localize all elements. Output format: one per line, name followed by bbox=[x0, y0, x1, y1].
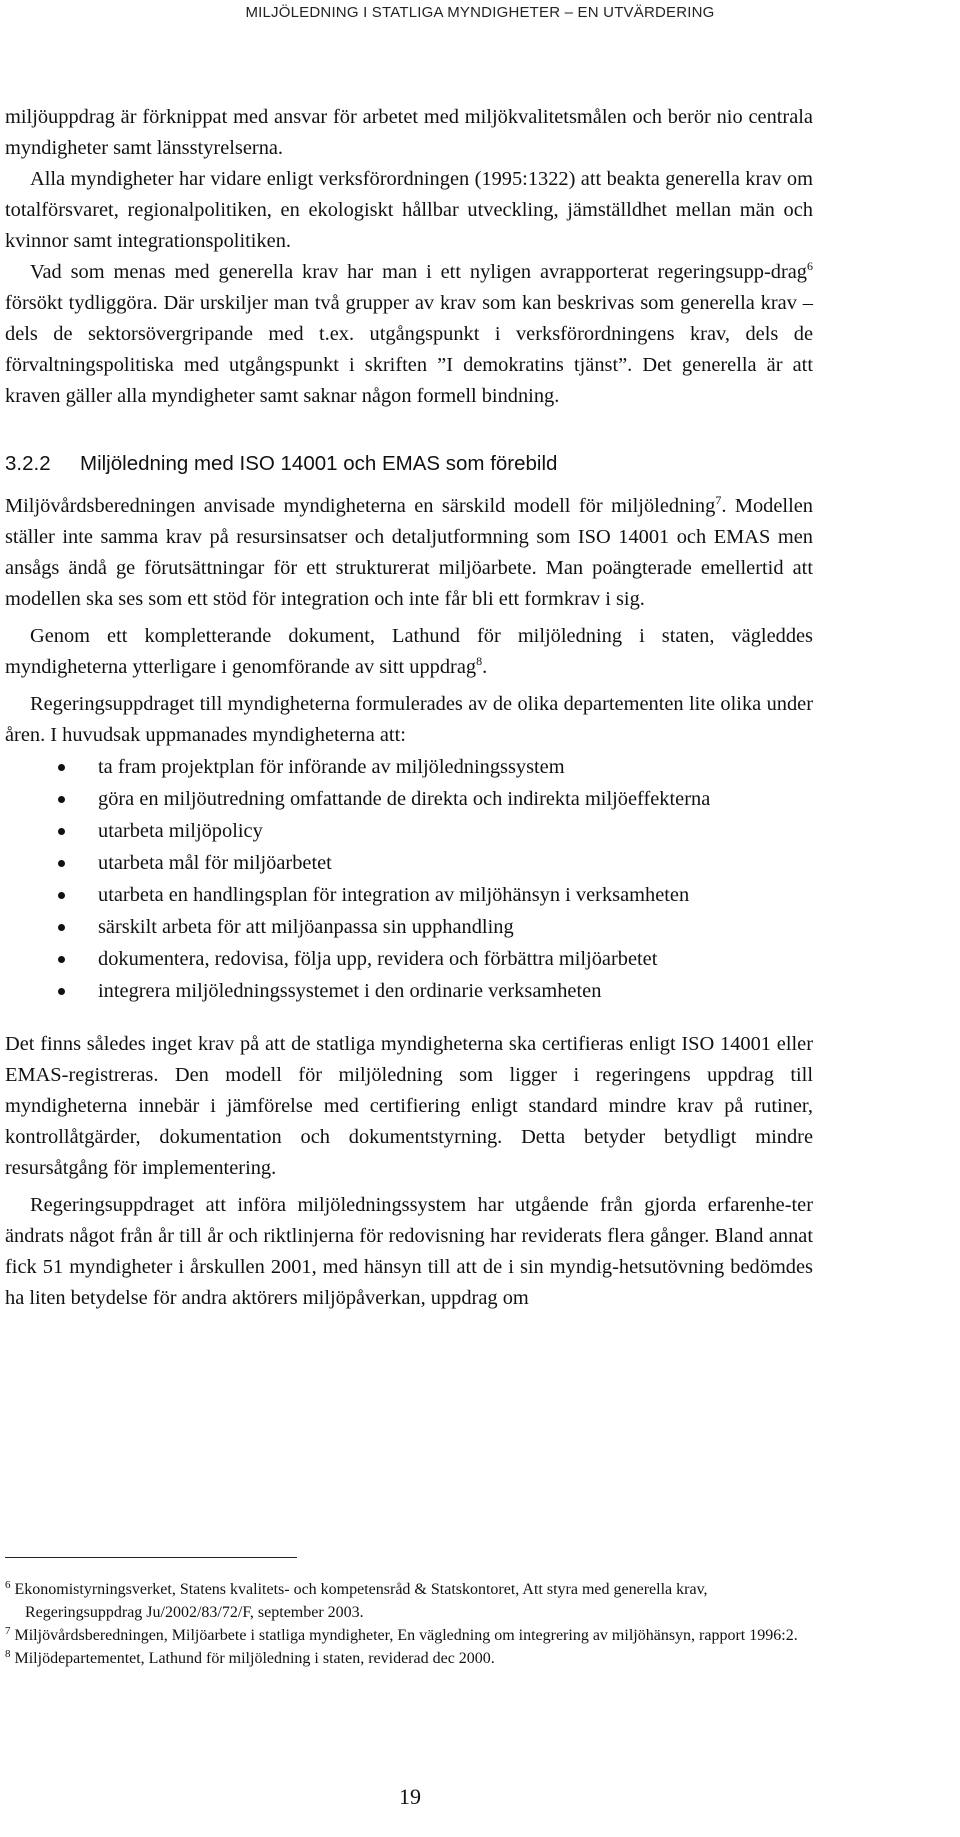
list-item: utarbeta en handlingsplan för integration av miljöhänsyn i verksamheten bbox=[5, 879, 813, 911]
running-header bbox=[0, 0, 960, 45]
bullet-icon bbox=[58, 764, 65, 771]
list-item: integrera miljöledningssystemet i den ordinarie verksamheten bbox=[5, 975, 813, 1007]
page-number: 19 bbox=[399, 1784, 421, 1809]
list-item: utarbeta miljöpolicy bbox=[5, 815, 813, 847]
footnote-ref[interactable]: 6 bbox=[807, 259, 813, 273]
footnote-text: Miljövårdsberedningen, Miljöarbete i statliga myndigheter, En vägledning om integrering av miljöhänsyn, rapport 1996:2. bbox=[14, 1627, 798, 1644]
footnote-ref[interactable]: 7 bbox=[715, 493, 722, 507]
list-item: dokumentera, redovisa, följa upp, revidera och förbättra miljöarbetet bbox=[5, 943, 813, 975]
section-number: 3.2.2 bbox=[5, 452, 51, 475]
footnote bbox=[5, 1578, 815, 1624]
section-title: Miljöledning med ISO 14001 och EMAS som förebild bbox=[80, 452, 558, 475]
footnotes bbox=[5, 1578, 815, 1670]
footnote-text: Miljödepartementet, Lathund för miljöledning i staten, reviderad dec 2000. bbox=[14, 1650, 495, 1667]
paragraph bbox=[5, 257, 813, 412]
bullet-icon bbox=[58, 956, 65, 963]
paragraph: Alla myndigheter har vidare enligt verksförordningen (1995:1322) att beakta generella krav om totalförsvaret, regionalpolitiken, en ekologiskt hållbar utveckling, jämställdhet mellan män och kvinnor samt integrationspolitiken. bbox=[5, 168, 813, 252]
bullet-icon bbox=[58, 924, 65, 931]
paragraph: Regeringsuppdraget till myndigheterna formulerades av de olika departementen lite olika under åren. I huvudsak uppmanades myndigheterna att: bbox=[5, 693, 813, 746]
list-item: särskilt arbeta för att miljöanpassa sin upphandling bbox=[5, 911, 813, 943]
paragraph-text: Vad som menas med generella krav har man i ett nyligen avrapporterat regeringsupp-drag bbox=[30, 261, 807, 283]
paragraph-text: försökt tydliggöra. Där urskiljer man två grupper av krav som kan beskrivas som generella krav – dels de sektorsövergripande med t.ex. utgångspunkt i verksförordningens krav, dels de förvaltningspolitiska med utgångspunkt i skriften ”I demokratins tjänst”. Det generella är att kraven gäller alla myndigheter samt saknar någon formell bindning. bbox=[5, 292, 813, 407]
footnote bbox=[5, 1647, 815, 1670]
bullet-icon bbox=[58, 828, 65, 835]
footnote bbox=[5, 1624, 815, 1647]
footnote-text: Ekonomistyrningsverket, Statens kvalitets- och kompetensråd & Statskontoret, Att styra med generella krav, Regeringsuppdrag Ju/2002/83/72/F, september 2003. bbox=[14, 1581, 708, 1621]
bullet-icon bbox=[58, 892, 65, 899]
paragraph-text: Miljövårdsberedningen anvisade myndigheterna en särskild modell för miljöledning bbox=[5, 495, 716, 517]
paragraph bbox=[5, 621, 813, 683]
paragraph bbox=[5, 491, 813, 615]
footnote-ref[interactable]: 8 bbox=[476, 654, 483, 668]
footnote-divider bbox=[5, 1557, 297, 1558]
section-heading bbox=[5, 449, 813, 479]
paragraph: Regeringsuppdraget att införa miljöledningssystem har utgående från gjorda erfarenhe-ter ändrats något från år till år och riktlinjerna för redovisning har reviderats flera gånger. Bland annat fick 51 myndigheter i årskullen 2001, med hänsyn till att de i sin myndig-hetsutövning bedömdes ha liten betydelse för andra aktörers miljöpåverkan, uppdrag om bbox=[5, 1194, 813, 1309]
bullet-list bbox=[5, 751, 813, 1007]
bullet-icon bbox=[58, 796, 65, 803]
footnote-number: 8 bbox=[5, 1648, 11, 1660]
bullet-icon bbox=[58, 860, 65, 867]
list-item: utarbeta mål för miljöarbetet bbox=[5, 847, 813, 879]
footnote-number: 7 bbox=[5, 1625, 11, 1637]
paragraph: miljöuppdrag är förknippat med ansvar för arbetet med miljökvalitetsmålen och berör nio centrala myndigheter samt länsstyrelserna. bbox=[5, 106, 813, 159]
list-item: ta fram projektplan för införande av miljöledningssystem bbox=[5, 751, 813, 783]
list-item: göra en miljöutredning omfattande de direkta och indirekta miljöeffekterna bbox=[5, 783, 813, 815]
paragraph-text: . Modellen ställer inte samma krav på resursinsatser och detaljutformning som ISO 14001 och EMAS men ansågs ändå ge förutsättningar för ett strukturerat miljöarbete. Man poängterade emellertid att modellen ska ses som ett stöd för integration och inte får bli ett formkrav i sig. bbox=[5, 495, 814, 610]
footnote-number: 6 bbox=[5, 1579, 11, 1591]
bullet-icon bbox=[58, 988, 65, 995]
main-text bbox=[5, 102, 813, 1314]
paragraph: Det finns således inget krav på att de statliga myndigheterna ska certifieras enligt ISO 14001 eller EMAS-registreras. Den modell för miljöledning som ligger i regeringens uppdrag till myndigheterna innebär i jämförelse med certifiering enligt standard mindre krav på rutiner, kontrollåtgärder, dokumentation och dokumentstyrning. Detta betyder betydligt mindre resursåtgång för implementering. bbox=[5, 1033, 813, 1179]
running-title: MILJÖLEDNING I STATLIGA MYNDIGHETER – EN UTVÄRDERING bbox=[245, 4, 715, 21]
paragraph-text: . bbox=[482, 656, 488, 678]
paragraph-text: Genom ett kompletterande dokument, Lathund för miljöledning i staten, vägleddes myndigheterna ytterligare i genomförande av sitt uppdrag bbox=[5, 625, 813, 678]
